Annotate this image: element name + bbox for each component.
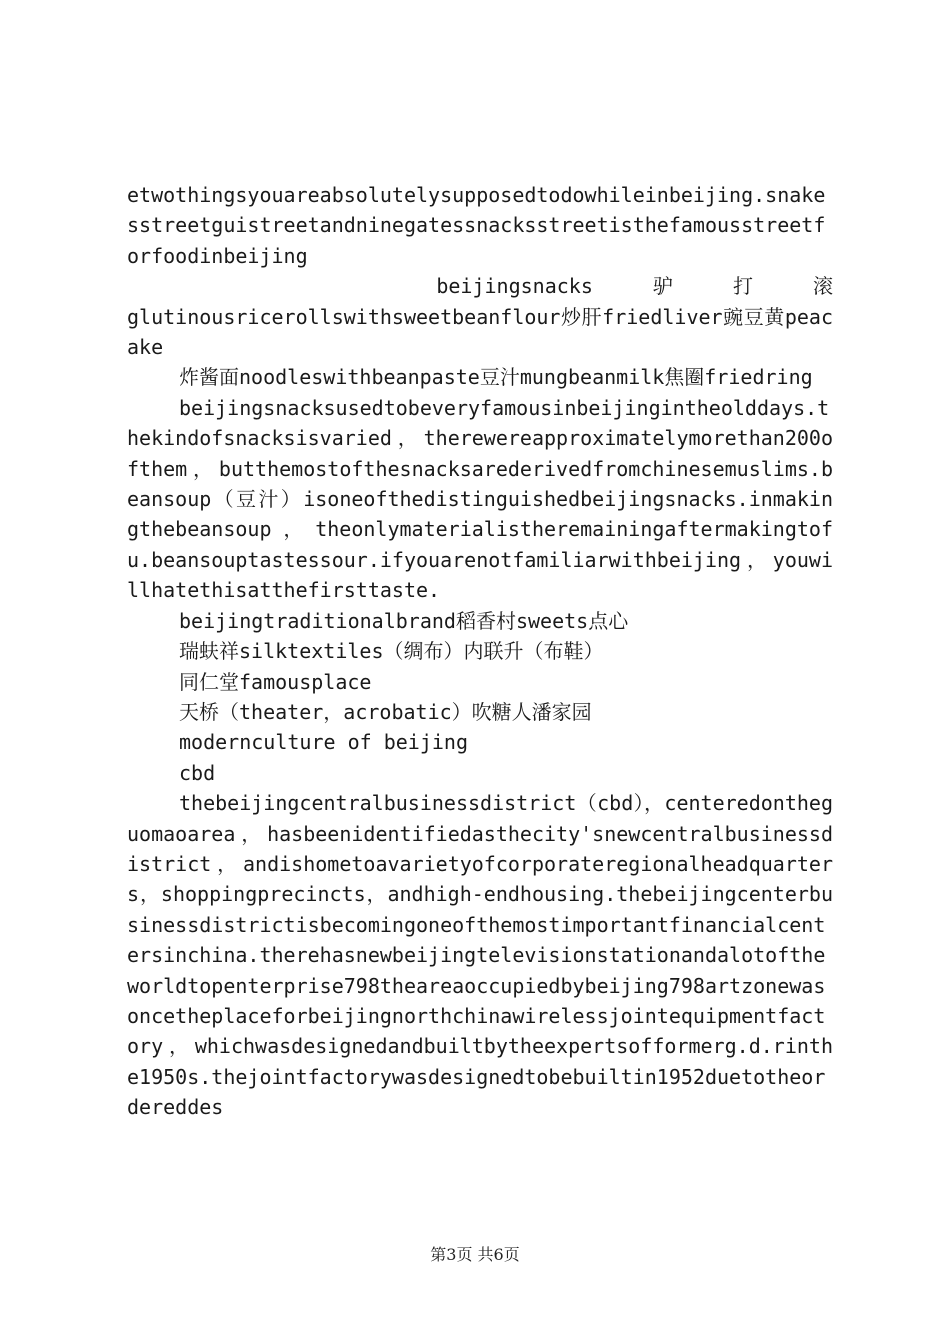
paragraph-intro: etwothingsyouareabsolutelysupposedtodowhileinbeijing.snakesstreetguistreetandninegatessnacksstreetisthefamousstreetforfoodinbeijing bbox=[127, 183, 826, 268]
document-body bbox=[127, 180, 833, 1123]
paragraph-traditional-brand: beijingtraditionalbrand稻香村sweets点心 bbox=[179, 608, 629, 633]
paragraph-textiles: 瑞蚨祥silktextiles（绸布）内联升（布鞋） bbox=[179, 639, 604, 664]
paragraph-modern-culture: modernculture of beijing bbox=[179, 730, 468, 755]
paragraph-famous-place: 同仁堂famousplace bbox=[179, 669, 372, 694]
paragraph-cbd-description: thebeijingcentralbusinessdistrict（cbd），centeredontheguomaoarea，hasbeenidentifiedasthecity'snewcentralbusinessdistrict，andishometoavarietyofcorporateregionalheadquarters，shoppingprecincts，andhigh-endhousing.thebeijingcenterbusinessdistrictisbecomingoneofthemostimportantfinancialcentersinchina.therehasnewbeijingtelevisionstationandalotoftheworldtopenterprise798theareaoccupiedbybeijing798artzonewasoncetheplaceforbeijingnorthchinawirelessjointequipmentfactory，whichwasdesignedandbuiltbytheexpertsofformerg.d.rinthe1950s.thejointfactorywasdesignedtobebuiltin1952duetotheordereddes bbox=[127, 791, 833, 1120]
paragraph-snacks-list-1: glutinousricerollswithsweetbeanflour炒肝friedliver豌豆黄peacake bbox=[127, 304, 833, 360]
paragraph-snacks-description: beijingsnacksusedtobeveryfamousinbeijingintheolddays.thekindofsnacksisvaried，therewereapproximatelymorethan200ofthem，butthemostofthesnacksarederivedfromchinesemuslims.beansoup（豆汁）isoneofthedistinguishedbeijingsnacks.inmakingthebeansoup，theonlymaterialistheremainingaftermakingtofu.beansouptastessour.ifyouarenotfamiliarwithbeijing，youwillhatethisatthefirsttaste. bbox=[127, 395, 833, 603]
paragraph-cbd-heading: cbd bbox=[179, 760, 216, 785]
page-number-label: 第3页 共6页 bbox=[430, 1245, 520, 1264]
page-footer bbox=[0, 1242, 950, 1265]
paragraph-snacks-heading: beijingsnacks 驴 打 滚 bbox=[436, 274, 833, 299]
paragraph-snacks-list-2: 炸酱面noodleswithbeanpaste豆汁mungbeanmilk焦圈friedring bbox=[179, 365, 813, 390]
paragraph-tianqiao: 天桥（theater，acrobatic）吹糖人潘家园 bbox=[179, 699, 592, 724]
